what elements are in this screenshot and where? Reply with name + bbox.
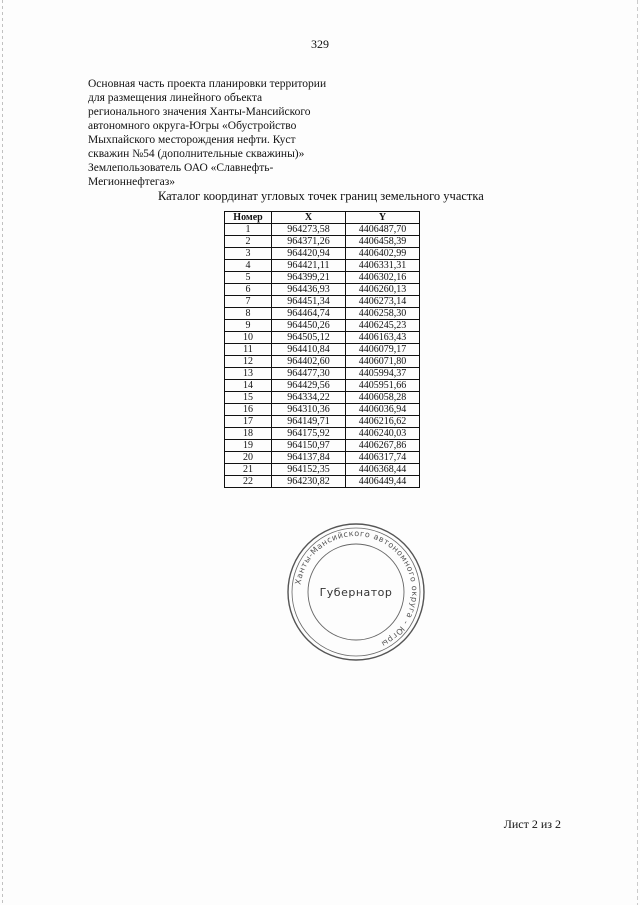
point-number-cell: 14 xyxy=(225,380,272,392)
coordinates-table-body xyxy=(225,224,420,488)
table-row xyxy=(225,248,420,260)
header-line: Землепользователь ОАО «Славнефть- xyxy=(88,162,274,174)
table-row xyxy=(225,332,420,344)
y-coordinate-cell: 4406071,80 xyxy=(346,356,420,368)
header-line: для размещения линейного объекта xyxy=(88,92,263,104)
x-coordinate-cell: 964230,82 xyxy=(272,476,346,488)
x-coordinate-cell: 964273,58 xyxy=(272,224,346,236)
table-row xyxy=(225,296,420,308)
point-number-cell: 8 xyxy=(225,308,272,320)
x-coordinate-cell: 964505,12 xyxy=(272,332,346,344)
header-line: Мегионнефтегаз» xyxy=(88,176,176,188)
point-number-cell: 18 xyxy=(225,428,272,440)
point-number-cell: 2 xyxy=(225,236,272,248)
header-line: регионального значения Ханты-Мансийского xyxy=(88,106,311,118)
table-row xyxy=(225,320,420,332)
point-number-cell: 17 xyxy=(225,416,272,428)
x-coordinate-cell: 964429,56 xyxy=(272,380,346,392)
y-coordinate-cell: 4406036,94 xyxy=(346,404,420,416)
y-coordinate-cell: 4406368,44 xyxy=(346,464,420,476)
table-header-row xyxy=(225,212,420,224)
y-coordinate-cell: 4406331,31 xyxy=(346,260,420,272)
point-number-cell: 3 xyxy=(225,248,272,260)
table-row xyxy=(225,344,420,356)
x-coordinate-cell: 964149,71 xyxy=(272,416,346,428)
x-coordinate-cell: 964477,30 xyxy=(272,368,346,380)
x-coordinate-cell: 964450,26 xyxy=(272,320,346,332)
y-coordinate-cell: 4406258,30 xyxy=(346,308,420,320)
column-header-x: X xyxy=(272,212,346,224)
header-line: Мыхпайского месторождения нефти. Куст xyxy=(88,134,296,146)
y-coordinate-cell: 4405994,37 xyxy=(346,368,420,380)
table-row xyxy=(225,308,420,320)
table-row xyxy=(225,272,420,284)
seal-ring-text: Ханты-Мансийского автономного округа - Югры xyxy=(293,528,420,649)
x-coordinate-cell: 964399,21 xyxy=(272,272,346,284)
x-coordinate-cell: 964371,26 xyxy=(272,236,346,248)
table-row xyxy=(225,284,420,296)
header-line: автономного округа-Югры «Обустройство xyxy=(88,120,297,132)
x-coordinate-cell: 964402,60 xyxy=(272,356,346,368)
x-coordinate-cell: 964420,94 xyxy=(272,248,346,260)
point-number-cell: 13 xyxy=(225,368,272,380)
seal-center-text: Губернатор xyxy=(319,586,393,599)
x-coordinate-cell: 964310,36 xyxy=(272,404,346,416)
scan-edge-left xyxy=(2,0,3,905)
table-row xyxy=(225,404,420,416)
table-row xyxy=(225,236,420,248)
table-row xyxy=(225,464,420,476)
point-number-cell: 16 xyxy=(225,404,272,416)
y-coordinate-cell: 4406449,44 xyxy=(346,476,420,488)
y-coordinate-cell: 4406245,23 xyxy=(346,320,420,332)
point-number-cell: 21 xyxy=(225,464,272,476)
coordinates-table xyxy=(224,211,420,488)
column-header-number: Номер xyxy=(225,212,272,224)
y-coordinate-cell: 4406317,74 xyxy=(346,452,420,464)
x-coordinate-cell: 964152,35 xyxy=(272,464,346,476)
page-number: 329 xyxy=(311,37,329,51)
point-number-cell: 15 xyxy=(225,392,272,404)
table-row xyxy=(225,440,420,452)
document-header xyxy=(88,77,388,189)
x-coordinate-cell: 964421,11 xyxy=(272,260,346,272)
point-number-cell: 12 xyxy=(225,356,272,368)
column-header-y: Y xyxy=(346,212,420,224)
y-coordinate-cell: 4406079,17 xyxy=(346,344,420,356)
y-coordinate-cell: 4405951,66 xyxy=(346,380,420,392)
catalog-title: Каталог координат угловых точек границ земельного участка xyxy=(158,189,484,203)
y-coordinate-cell: 4406402,99 xyxy=(346,248,420,260)
x-coordinate-cell: 964175,92 xyxy=(272,428,346,440)
y-coordinate-cell: 4406216,62 xyxy=(346,416,420,428)
x-coordinate-cell: 964464,74 xyxy=(272,308,346,320)
table-row xyxy=(225,380,420,392)
point-number-cell: 1 xyxy=(225,224,272,236)
y-coordinate-cell: 4406058,28 xyxy=(346,392,420,404)
x-coordinate-cell: 964410,84 xyxy=(272,344,346,356)
scan-edge-right xyxy=(637,0,638,905)
table-row xyxy=(225,416,420,428)
x-coordinate-cell: 964436,93 xyxy=(272,284,346,296)
y-coordinate-cell: 4406458,39 xyxy=(346,236,420,248)
table-row xyxy=(225,356,420,368)
table-row xyxy=(225,368,420,380)
y-coordinate-cell: 4406302,16 xyxy=(346,272,420,284)
table-row xyxy=(225,260,420,272)
point-number-cell: 20 xyxy=(225,452,272,464)
point-number-cell: 10 xyxy=(225,332,272,344)
official-seal xyxy=(285,521,427,663)
x-coordinate-cell: 964137,84 xyxy=(272,452,346,464)
point-number-cell: 22 xyxy=(225,476,272,488)
y-coordinate-cell: 4406240,03 xyxy=(346,428,420,440)
header-line: Основная часть проекта планировки территории xyxy=(88,78,327,90)
sheet-label: Лист 2 из 2 xyxy=(503,817,561,831)
point-number-cell: 19 xyxy=(225,440,272,452)
table-row xyxy=(225,392,420,404)
y-coordinate-cell: 4406273,14 xyxy=(346,296,420,308)
table-row xyxy=(225,224,420,236)
point-number-cell: 4 xyxy=(225,260,272,272)
header-line: скважин №54 (дополнительные скважины)» xyxy=(88,148,305,160)
table-row xyxy=(225,476,420,488)
y-coordinate-cell: 4406487,70 xyxy=(346,224,420,236)
table-row xyxy=(225,452,420,464)
x-coordinate-cell: 964334,22 xyxy=(272,392,346,404)
y-coordinate-cell: 4406267,86 xyxy=(346,440,420,452)
table-row xyxy=(225,428,420,440)
y-coordinate-cell: 4406163,43 xyxy=(346,332,420,344)
point-number-cell: 9 xyxy=(225,320,272,332)
point-number-cell: 7 xyxy=(225,296,272,308)
point-number-cell: 5 xyxy=(225,272,272,284)
y-coordinate-cell: 4406260,13 xyxy=(346,284,420,296)
point-number-cell: 11 xyxy=(225,344,272,356)
x-coordinate-cell: 964150,97 xyxy=(272,440,346,452)
x-coordinate-cell: 964451,34 xyxy=(272,296,346,308)
point-number-cell: 6 xyxy=(225,284,272,296)
